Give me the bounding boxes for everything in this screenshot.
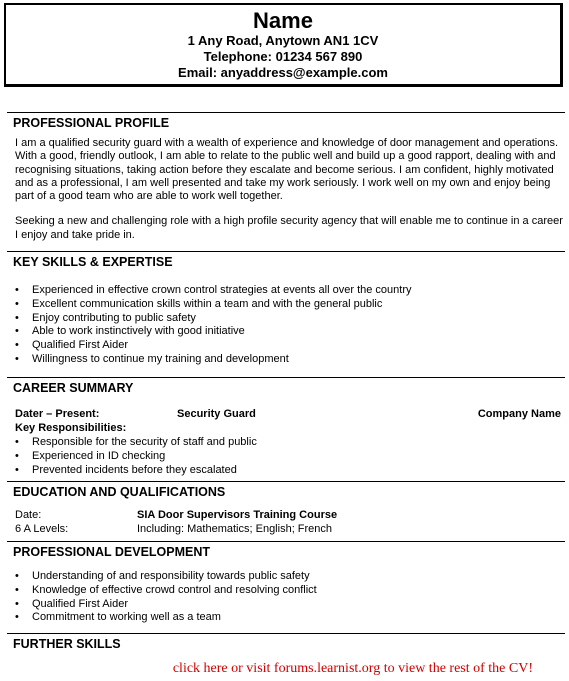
- profile-section: [7, 112, 565, 254]
- development-list: [7, 570, 565, 625]
- bullet-icon: •: [15, 597, 19, 610]
- education-row: [7, 523, 565, 537]
- list-item: • Able to work instinctively with good initiative: [15, 325, 245, 338]
- education-section: [7, 481, 565, 536]
- cv-header: [4, 3, 563, 87]
- career-section: [7, 377, 565, 477]
- list-item: • Qualified First Aider: [15, 597, 128, 610]
- skills-section: [7, 251, 565, 367]
- education-value: SIA Door Supervisors Training Course: [137, 509, 338, 521]
- section-title: EDUCATION AND QUALIFICATIONS: [7, 481, 565, 500]
- profile-paragraph: Seeking a new and challenging role with a high profile security agency that will enable me to continue in a career I enjoy and take pride in.: [15, 215, 563, 241]
- section-title: CAREER SUMMARY: [7, 377, 565, 396]
- education-label: 6 A Levels:: [15, 522, 69, 535]
- bullet-icon: •: [15, 436, 19, 448]
- bullet-icon: •: [15, 449, 19, 462]
- list-item: • Responsible for the security of staff and public: [15, 436, 257, 448]
- education-row: [7, 509, 565, 523]
- section-title: KEY SKILLS & EXPERTISE: [7, 251, 565, 270]
- list-item: • Qualified First Aider: [15, 339, 128, 352]
- career-company: Company Name: [477, 408, 561, 420]
- list-item: • Understanding of and responsibility towards public safety: [15, 570, 310, 582]
- list-item: • Commitment to working well as a team: [15, 611, 221, 624]
- bullet-icon: •: [15, 463, 19, 476]
- bullet-icon: •: [15, 297, 19, 310]
- list-item: • Prevented incidents before they escalated: [15, 463, 237, 476]
- list-item: • Excellent communication skills within a team and with the general public: [15, 297, 383, 310]
- skills-list: [7, 284, 565, 367]
- career-dates: Dater – Present:: [15, 408, 100, 420]
- cv-name: Name: [253, 8, 313, 33]
- career-list: [7, 436, 565, 477]
- view-rest-link[interactable]: click here or visit forums.learnist.org to view the rest of the CV!: [172, 661, 533, 676]
- education-label: Date:: [15, 509, 42, 521]
- section-title: PROFESSIONAL PROFILE: [7, 112, 565, 131]
- further-section: [7, 633, 565, 652]
- bullet-icon: •: [15, 325, 19, 338]
- section-title: FURTHER SKILLS: [7, 633, 565, 652]
- bullet-icon: •: [15, 570, 19, 582]
- bullet-icon: •: [15, 339, 19, 352]
- education-value: Including: Mathematics; English; French: [137, 522, 333, 535]
- list-item: • Experienced in effective crown control strategies at events all over the country: [15, 284, 412, 296]
- career-role-row: [7, 408, 565, 422]
- list-item: • Enjoy contributing to public safety: [15, 311, 196, 324]
- bullet-icon: •: [15, 583, 19, 596]
- bullet-icon: •: [15, 352, 19, 365]
- section-title: PROFESSIONAL DEVELOPMENT: [7, 541, 565, 560]
- career-role: Security Guard: [177, 408, 256, 420]
- development-section: [7, 541, 565, 625]
- cv-address: 1 Any Road, Anytown AN1 1CV: [187, 33, 379, 48]
- bullet-icon: •: [15, 284, 19, 296]
- bullet-icon: •: [15, 311, 19, 324]
- profile-paragraph: I am a qualified security guard with a wealth of experience and knowledge of door management and operations. With a good, friendly outlook, I am able to relate to the public well and build up a good rapport, dealing with and recognising situations, taking action before they escalate and become serious. I am confident, highly motivated and as a professional, I am well presented and take my work seriously. I work well on my own and enjoy being part of a good team who are able to work well together.: [15, 137, 559, 203]
- bullet-icon: •: [15, 611, 19, 624]
- list-item: • Experienced in ID checking: [15, 449, 166, 462]
- career-resp-label: Key Responsibilities:: [15, 421, 127, 434]
- cv-email: Email: anyaddress@example.com: [178, 65, 388, 80]
- list-item: • Willingness to continue my training and development: [15, 352, 289, 365]
- list-item: • Knowledge of effective crowd control and resolving conflict: [15, 583, 317, 596]
- cv-telephone: Telephone: 01234 567 890: [203, 49, 363, 64]
